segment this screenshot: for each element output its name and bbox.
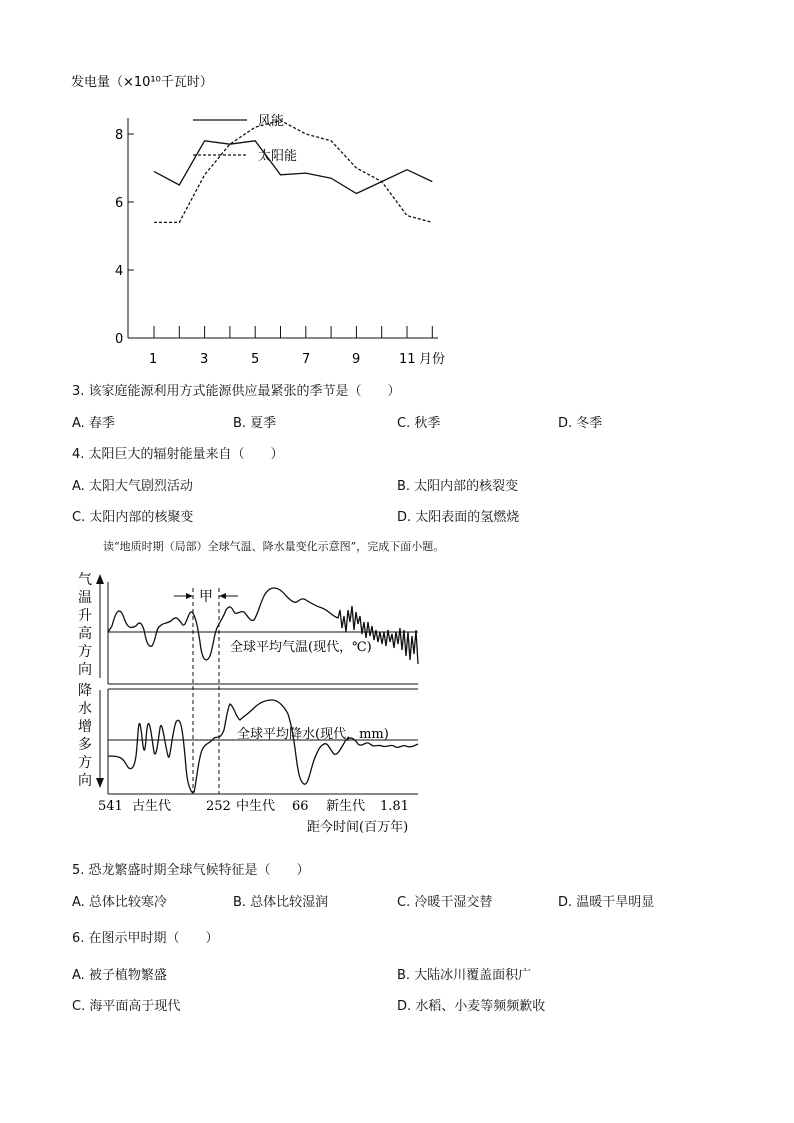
time-label-66: 66 <box>292 799 309 814</box>
temp-axis-char: 向 <box>78 662 92 678</box>
chart1-ytick-label: 8 <box>115 128 124 143</box>
temp-axis-char: 气 <box>78 572 92 588</box>
chart1-ytick-label: 4 <box>115 264 124 279</box>
q5-option-a[interactable]: A. 总体比较寒冷 <box>72 895 167 910</box>
era-cenozoic: 新生代 <box>326 799 366 814</box>
chart1-ytick-label: 6 <box>115 196 124 211</box>
time-label-1-81: 1.81 <box>380 799 409 814</box>
chart1-x-ticks <box>154 326 432 338</box>
period-jia-arrowhead-right <box>219 593 226 599</box>
question-3-stem: 3. 该家庭能源利用方式能源供应最紧张的季节是（ ） <box>72 384 401 399</box>
chart1-xtick-label: 3 <box>200 352 209 367</box>
precip-reference-label: 全球平均降水(现代，mm) <box>237 727 389 742</box>
precip-axis-char: 方 <box>78 755 92 771</box>
q5-option-c[interactable]: C. 冷暖干湿交替 <box>397 895 493 910</box>
q4-option-a[interactable]: A. 太阳大气剧烈活动 <box>72 479 193 494</box>
question-5-stem: 5. 恐龙繁盛时期全球气候特征是（ ） <box>72 863 310 878</box>
chart1-ytick-label: 0 <box>115 332 124 347</box>
figure-intro-text: 读“地质时期（局部）全球气温、降水量变化示意图”，完成下面小题。 <box>103 540 445 553</box>
q3-option-c[interactable]: C. 秋季 <box>397 416 441 431</box>
q6-option-d[interactable]: D. 水稻、小麦等频频歉收 <box>397 999 546 1014</box>
q5-option-d[interactable]: D. 温暖干旱明显 <box>558 895 655 910</box>
period-jia-arrowhead-left <box>186 593 193 599</box>
chart1-xtick-label: 11 <box>399 352 416 367</box>
chart1-xtick-label: 9 <box>352 352 361 367</box>
temp-axis-char: 方 <box>78 644 92 660</box>
time-axis-label: 距今时间(百万年) <box>307 820 409 835</box>
q6-option-a[interactable]: A. 被子植物繁盛 <box>72 968 167 983</box>
q6-option-b[interactable]: B. 大陆冰川覆盖面积广 <box>397 968 532 983</box>
precip-axis-char: 增 <box>78 719 92 735</box>
era-mesozoic: 中生代 <box>236 799 276 814</box>
temp-axis-char: 高 <box>78 626 92 642</box>
legend-solar-label: 太阳能 <box>258 149 298 164</box>
time-label-252: 252 <box>206 799 231 814</box>
q3-option-d[interactable]: D. 冬季 <box>558 416 603 431</box>
temp-axis-char: 温 <box>78 590 92 606</box>
temp-reference-label: 全球平均气温(现代，℃) <box>230 640 372 655</box>
question-6-stem: 6. 在图示甲时期（ ） <box>72 931 219 946</box>
chart1-xunit: 月份 <box>419 352 446 367</box>
precip-axis-char: 多 <box>78 737 92 753</box>
era-paleozoic: 古生代 <box>132 799 172 814</box>
solar-series-line <box>154 120 432 222</box>
chart1-xtick-label: 1 <box>149 352 158 367</box>
q6-option-c[interactable]: C. 海平面高于现代 <box>72 999 181 1014</box>
q3-option-b[interactable]: B. 夏季 <box>233 416 277 431</box>
precip-axis-char: 水 <box>78 701 92 717</box>
power-generation-chart <box>60 68 460 368</box>
chart1-xtick-label: 5 <box>251 352 260 367</box>
precip-axis-char: 降 <box>78 683 92 699</box>
question-4-stem: 4. 太阳巨大的辐射能量来自（ ） <box>72 447 284 462</box>
period-jia-label: 甲 <box>199 589 213 605</box>
chart1-xtick-label: 7 <box>302 352 311 367</box>
q5-option-b[interactable]: B. 总体比较湿润 <box>233 895 329 910</box>
q4-option-b[interactable]: B. 太阳内部的核裂变 <box>397 479 519 494</box>
precip-arrow-head <box>96 778 104 788</box>
legend-wind-label: 风能 <box>258 114 285 129</box>
temp-axis-char: 升 <box>78 608 92 624</box>
precip-axis-char: 向 <box>78 773 92 789</box>
temp-arrow-head <box>96 574 104 584</box>
geologic-climate-chart <box>60 560 440 845</box>
q3-option-a[interactable]: A. 春季 <box>72 416 115 431</box>
q4-option-c[interactable]: C. 太阳内部的核聚变 <box>72 510 194 525</box>
precipitation-curve <box>108 700 418 793</box>
chart1-ylabel: 发电量（×10¹⁰千瓦时） <box>71 75 213 90</box>
time-label-541: 541 <box>98 799 123 814</box>
q4-option-d[interactable]: D. 太阳表面的氢燃烧 <box>397 510 520 525</box>
